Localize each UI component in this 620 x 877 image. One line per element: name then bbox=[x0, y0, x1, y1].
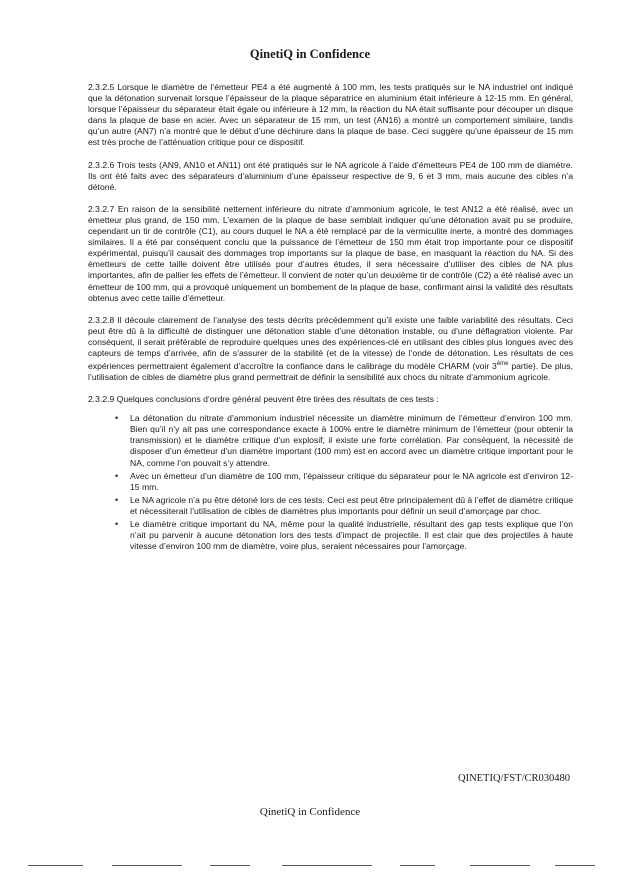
scan-edge-artifact bbox=[0, 863, 620, 869]
page-header: QinetiQ in Confidence bbox=[249, 47, 371, 61]
paragraph-2-3-2-9-intro: 2.3.2.9 Quelques conclusions d’ordre général peuvent être tirées des résultats de ces tests : bbox=[88, 394, 439, 405]
paragraph-2-3-2-8 bbox=[88, 315, 573, 383]
page-footer: QinetiQ in Confidence bbox=[259, 806, 361, 818]
document-reference: QINETIQ/FST/CR030480 bbox=[457, 773, 570, 784]
paragraph-2-3-2-8-part-a: 2.3.2.8 Il découle clairement de l’analyse des tests décrits précédemment qu’il existe une faible variabilité des résultats. Ceci peut être dû à la difficulté de distinguer une détonation stable d’une détonation instable, ou d’une déflagration violente. Par conséquent, il serait préférable de reproduire quelques unes des expériences-clé en utilisant des cibles plus longues avec des capteurs de temps d’arrivée, afin de s’assurer de la stabilité (et de la vitesse) de l’onde de détonation. Les résultats de ces expériences permettraient également d’accroître la confiance dans le calibrage du modèle CHARM (voir 3 bbox=[88, 314, 573, 371]
paragraph-2-3-2-7: 2.3.2.7 En raison de la sensibilité nettement inférieure du nitrate d’ammonium agricole, le test AN12 a été réalisé, avec un émetteur plus grand, de 150 mm. L’examen de la plaque de base semblait indiquer qu’une détonation avait pu se produire, cependant un tir de contrôle (C1), au cours duquel le NA a été remplacé par de la vermiculite inerte, a montré des dommages similaires. Il a été par conséquent conclu que la puissance de l’émetteur de 150 mm était trop importante pour ce dispositif expérimental, puisqu’il causait des dommages trop importants sur la plaque de base, en masquant la réaction du NA. Si des émetteurs de cette taille doivent être utilisés pour d’autres études, il sera nécessaire d’utiliser des cibles de NA plus importantes, afin de pallier les effets de l’émetteur. Il convient de noter qu’un deuxième tir de contrôle (C2) a été réalisé avec un émetteur de 100 mm, qui a provoqué uniquement un bombement de la plaque de base, confirmant ainsi la validité des résultats obtenus avec cette taille d’émetteur. bbox=[88, 203, 573, 303]
list-item: • Le diamètre critique important du NA, même pour la qualité industrielle, résultant des gap tests explique que l’on n’ait pu parvenir à aucune détonation lors des tests d’impact de projectile. Il est clair que des projectiles à haute vitesse d’environ 100 mm de diamètre, voire plus, seraient nécessaires pour l’amorçage. bbox=[88, 519, 573, 552]
list-item: • Avec un émetteur d’un diamètre de 100 mm, l’épaisseur critique du séparateur pour le NA agricole est d’environ 12-15 mm. bbox=[88, 471, 573, 493]
list-item: • La détonation du nitrate d’ammonium industriel nécessite un diamètre minimum de l’émetteur d’environ 100 mm. Bien qu’il n’y ait pas une correspondance exacte à 100% entre le diamètre minimum de l’émetteur (pour obtenir la transmission) et le diamètre critique d’un explosif, il existe une forte corrélation. Par conséquent, la nécessité de disposer d’un émetteur d’un diamètre important (100 mm) est en accord avec un diamètre critique important pour le NA, comme l’on pouvait s’y attendre. bbox=[88, 413, 573, 468]
paragraph-2-3-2-8-part-b: partie). De plus, l’utilisation de cibles de diamètre plus grand permettrait de définir la sensibilité aux chocs du nitrate d’ammonium agricole. bbox=[88, 360, 573, 383]
paragraph-2-3-2-6: 2.3.2.6 Trois tests (AN9, AN10 et AN11) ont été pratiqués sur le NA agricole à l’aide d’émetteurs PE4 de 100 mm de diamètre. Ils ont été faits avec des séparateurs d’aluminium d’une épaisseur respective de 9, 6 et 3 mm, mais aucune des cibles n’a détoné. bbox=[88, 159, 573, 192]
conclusions-list bbox=[88, 413, 573, 552]
paragraph-2-3-2-5: 2.3.2.5 Lorsque le diamètre de l’émetteur PE4 a été augmenté à 100 mm, les tests pratiqués sur le NA industriel ont indiqué que la détonation survenait lorsque l’épaisseur de la plaque séparatrice en aluminium était inférieure à 12-15 mm. En général, lorsque l’épaisseur du séparateur était égale ou inférieure à 12 mm, la réaction du NA était suffisante pour découper un disque dans la plaque de base en acier. Avec un séparateur de 15 mm, un test (AN16) a montré un comportement similaire, tandis qu’un autre (AN7) n’a montré que le début d’une déchirure dans la plaque de base. Ceci suggère qu’une épaisseur de 15 mm est très proche de l’atténuation critique pour ce dispositif. bbox=[88, 82, 573, 148]
superscript-eme: ème bbox=[496, 361, 509, 368]
list-item: • Le NA agricole n’a pu être détoné lors de ces tests. Ceci est peut être principalement dû à l’effet de diamètre critique et nécessiterait l’utilisation de cibles de diamètres plus importants pour définir un seuil d’amorçage par choc. bbox=[88, 495, 573, 517]
document-body bbox=[88, 82, 573, 554]
